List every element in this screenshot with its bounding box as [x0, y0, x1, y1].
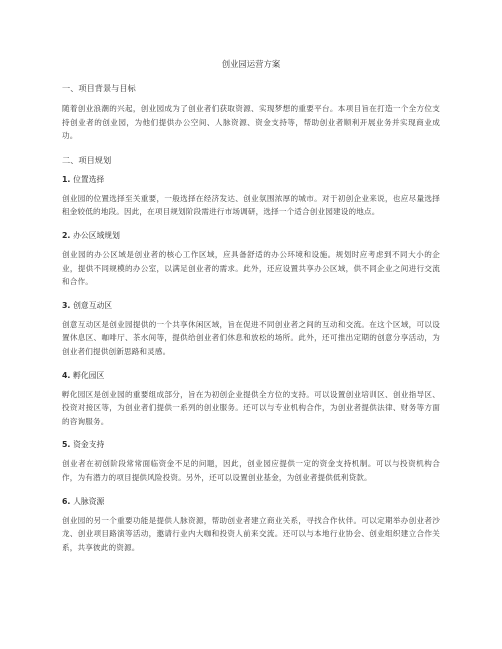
paragraph-incubator: 孵化园区是创业园的重要组成部分，旨在为初创企业提供全方位的支持。可以设置创业培训区、创业指导区、投资对接区等，为创业者们提供一系列的创业服务。还可以与专业机构合作，为创业者提供法律、财务等方面的咨询服务。 [62, 389, 440, 426]
subheading-text: 办公区域规划 [73, 230, 120, 240]
subheading-network [62, 496, 440, 508]
paragraph-network: 创业园的另一个重要功能是提供人脉资源，帮助创业者建立商业关系，寻找合作伙伴。可以定期举办创业者沙龙、创业项目路演等活动，邀请行业内大咖和投资人前来交流。还可以与本地行业协会、创业组织建立合作关系，共享彼此的资源。 [62, 515, 440, 552]
subheading-funding [62, 439, 440, 451]
paragraph-creative-zone: 创意互动区是创业园提供的一个共享休闲区域，旨在促进不同创业者之间的互动和交流。在这个区域，可以设置休息区、咖啡厅、茶水间等，提供给创业者们休息和放松的场所。此外，还可推出定期的创意分享活动，为创业者们提供创新思路和灵感。 [62, 319, 440, 356]
subheading-office-area [62, 230, 440, 242]
subheading-number: 1. [62, 174, 71, 184]
subheading-text: 孵化园区 [73, 370, 105, 380]
subheading-number: 5. [62, 440, 71, 450]
section-heading-planning: 二、项目规划 [62, 154, 112, 165]
subheading-number: 6. [62, 496, 71, 506]
subheading-number: 2. [62, 230, 71, 240]
subheading-number: 3. [62, 300, 71, 310]
subheading-creative-zone [62, 300, 440, 312]
section-paragraph-background: 随着创业浪潮的兴起，创业园成为了创业者们获取资源、实现梦想的重要平台。本项目旨在打造一个全方位支持创业者的创业园，为他们提供办公空间、人脉资源、资金支持等，帮助创业者顺利开展业务并实现商业成功。 [62, 104, 440, 141]
paragraph-funding: 创业者在初创阶段常常面临资金不足的问题，因此，创业园应提供一定的资金支持机制。可以与投资机构合作，为有潜力的项目提供风险投资。另外，还可以设置创业基金，为创业者提供低利贷款。 [62, 459, 440, 482]
paragraph-location: 创业园的位置选择至关重要，一般选择在经济发达、创业氛围浓厚的城市。对于初创企业来说，也应尽量选择租金较低的地段。因此，在项目规划阶段需进行市场调研，选择一个适合创业园建设的地点。 [62, 193, 440, 217]
document-title: 创业园运营方案 [221, 59, 281, 69]
subheading-number: 4. [62, 370, 71, 380]
subheading-location [62, 174, 440, 186]
subheading-text: 创意互动区 [73, 300, 113, 310]
paragraph-office-area: 创业园的办公区域是创业者的核心工作区域，应具备舒适的办公环境和设施。规划时应考虑到不同大小的企业，提供不同规模的办公室，以满足创业者的需求。此外，还应设置共享办公区域，供不同企业之间进行交流和合作。 [62, 249, 440, 287]
section-heading-background: 一、项目背景与目标 [62, 83, 136, 93]
subheading-text: 人脉资源 [73, 496, 105, 506]
subheading-text: 资金支持 [73, 440, 105, 450]
subheading-incubator [62, 370, 440, 382]
subheading-text: 位置选择 [73, 174, 105, 184]
